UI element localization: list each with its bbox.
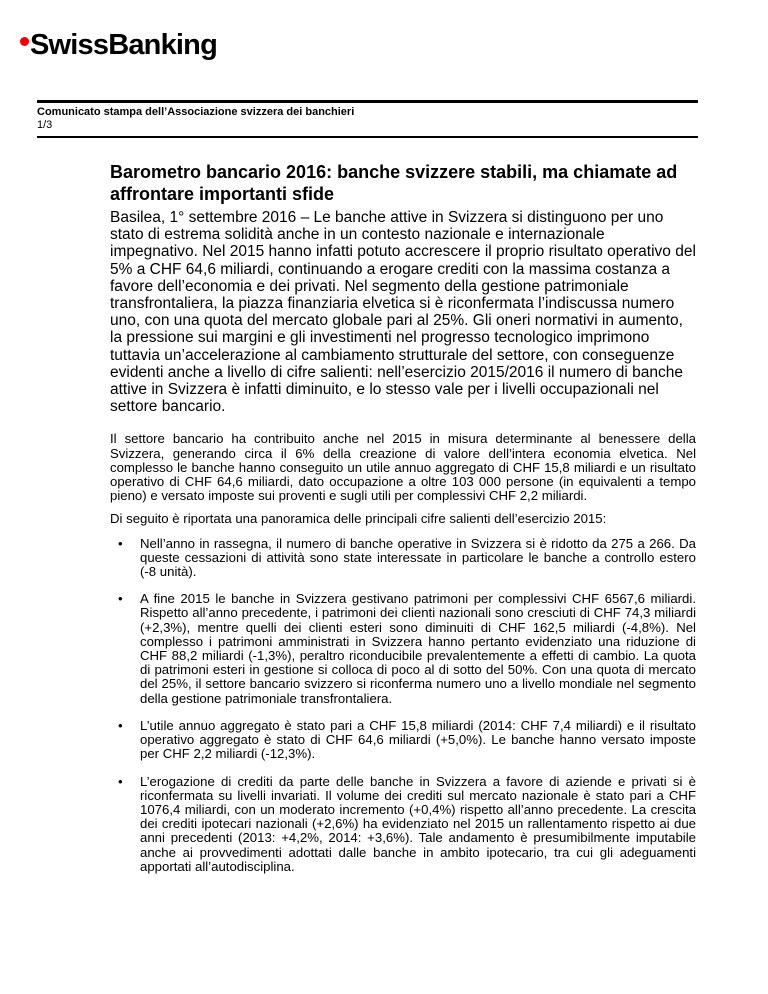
lead-paragraph: Basilea, 1° settembre 2016 – Le banche attive in Svizzera si distinguono per uno stato di estrema solidità anche in un contesto nazionale e internazionale impegnativo. Nel 2015 hanno infatti potuto accrescere il proprio risultato operativo del 5% a CHF 64,6 miliardi, continuando a erogare crediti con la massima costanza a favore dell’economia e dei privati. Nel segmento della gestione patrimoniale transfrontaliera, la piazza finanziaria elvetica si è riconfermata l’indiscussa numero uno, con una quota del mercato globale pari al 25%. Gli oneri normativi in aumento, la pressione sui margini e gli investimenti nel progresso tecnologico imprimono tuttavia un’accelerazione al cambiamento strutturale del settore, con conseguenze evidenti anche a livello di cifre salienti: nell’esercizio 2015/2016 il numero di banche attive in Svizzera è infatti diminuito, e lo stesso vale per i livelli occupazionali nel settore bancario. [110, 209, 696, 416]
bullet-marker: • [118, 717, 123, 733]
bullet-item [110, 537, 696, 580]
bullet-list-intro: Di seguito è riportata una panoramica delle principali cifre salienti dell’esercizio 2015: [110, 511, 607, 527]
body-paragraph: Il settore bancario ha contribuito anche nel 2015 in misura determinante al benessere della Svizzera, generando circa il 6% della creazione di valore dell’intera economia elvetica. Nel complesso le banche hanno conseguito un utile annuo aggregato di CHF 15,8 miliardi e un risultato operativo di CHF 64,6 miliardi, dato occupazione a oltre 103 000 persone (in equivalenti a tempo pieno) e versato imposte sui proventi e sugli utili per complessivi CHF 2,2 miliardi. [110, 431, 696, 504]
bullet-text: Nell’anno in rassegna, il numero di banche operative in Svizzera si è ridotto da 275 a 266. Da queste cessazioni di attività sono state interessate in particolare le banche a controllo estero (-8 unità). [140, 535, 696, 580]
press-release-header [37, 100, 698, 138]
bullet-text: A fine 2015 le banche in Svizzera gestivano patrimoni per complessivi CHF 6567,6 miliardi. Rispetto all’anno precedente, i patrimoni dei clienti nazionali sono cresciuti di CHF 74,3 miliardi (+2,3%), mentre quelli dei clienti esteri sono diminuiti di CHF 162,5 miliardi (-4,8%). Nel complesso i patrimoni amministrati in Svizzera hanno pertanto evidenziato una riduzione di CHF 88,2 miliardi (-1,3%), peraltro riconducibile prevalentemente a effetti di cambio. La quota di patrimoni esteri in gestione si colloca di poco al di sotto del 50%. Con una quota di mercato del 25%, il settore bancario svizzero si riconferma numero uno a livello mondiale nel segmento della gestione patrimoniale transfrontaliera. [140, 591, 696, 706]
article-title: Barometro bancario 2016: banche svizzere stabili, ma chiamate ad affrontare importanti sfide [110, 162, 678, 204]
page-number: 1/3 [37, 119, 53, 131]
press-release-title: Comunicato stampa dell’Associazione svizzera dei banchieri [37, 106, 355, 118]
article [110, 161, 696, 887]
logo-red-dot-icon [20, 37, 29, 46]
bullet-item [110, 719, 696, 762]
bullet-marker: • [118, 591, 123, 607]
bullet-text: L’erogazione di crediti da parte delle banche in Svizzera a favore di aziende e privati si è riconfermata su livelli invariati. Il volume dei crediti sul mercato nazionale è stato pari a CHF 1076,4 miliardi, con un moderato incremento (+0,4%) rispetto all’anno precedente. La crescita dei crediti ipotecari nazionali (+2,6%) ha evidenziato nel 2015 un rallentamento rispetto ai due anni precedenti (2013: +4,2%, 2014: +3,6%). Tale andamento è presumibilmente imputabile anche ai provvedimenti adottati dalle banche in ambito ipotecario, tra cui gli adeguamenti apportati all’autodisciplina. [140, 773, 696, 874]
logo-text: SwissBanking [30, 29, 218, 61]
bullet-item [110, 775, 696, 874]
bullet-marker: • [118, 773, 123, 789]
bullet-text: L’utile annuo aggregato è stato pari a CHF 15,8 miliardi (2014: CHF 7,4 miliardi) e il risultato operativo aggregato è stato di CHF 64,6 miliardi (+5,0%). Le banche hanno versato imposte per CHF 2,2 miliardi (-12,3%). [140, 717, 696, 762]
bullet-marker: • [118, 535, 123, 551]
bullet-item [110, 592, 696, 706]
swissbanking-logo [20, 31, 217, 60]
